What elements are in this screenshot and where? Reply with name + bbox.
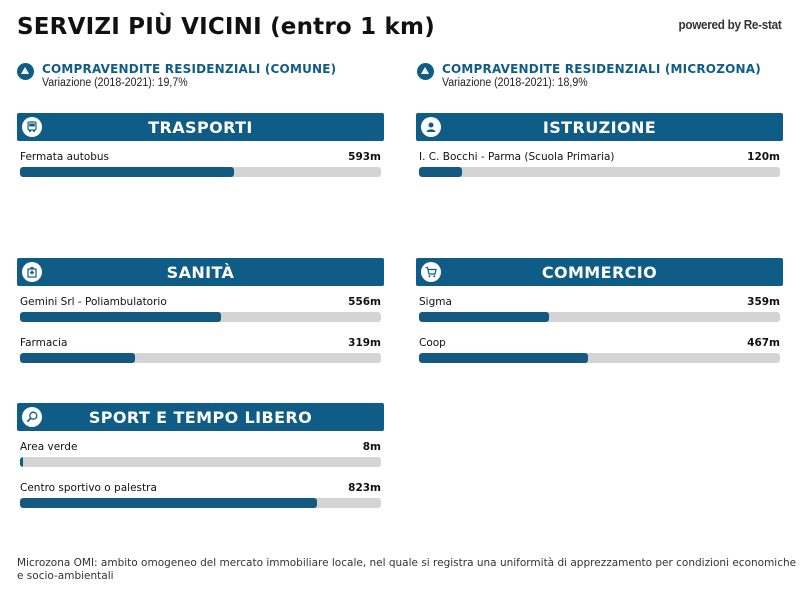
list-item bbox=[416, 335, 783, 363]
list-item bbox=[17, 294, 384, 322]
item-name: Centro sportivo o palestra bbox=[20, 482, 157, 494]
item-distance: 556m bbox=[348, 296, 381, 308]
distance-bar bbox=[419, 353, 780, 363]
stat-variation: Variazione (2018-2021): 18,9% bbox=[442, 77, 588, 89]
distance-bar-fill bbox=[419, 312, 549, 322]
triangle-up-icon bbox=[417, 63, 434, 80]
list-item bbox=[416, 294, 783, 322]
item-distance: 823m bbox=[348, 482, 381, 494]
item-name: Coop bbox=[419, 337, 446, 349]
stat-microzona bbox=[417, 62, 761, 89]
list-item bbox=[17, 439, 384, 467]
panel-header bbox=[416, 258, 783, 286]
list-item bbox=[17, 480, 384, 508]
panel-title: SANITÀ bbox=[166, 262, 235, 282]
shopping-cart-icon bbox=[421, 262, 441, 282]
panel-header bbox=[17, 403, 384, 431]
page-title: SERVIZI PIÙ VICINI (entro 1 km) bbox=[17, 14, 435, 40]
distance-bar-fill bbox=[20, 498, 317, 508]
panel-istruzione bbox=[416, 113, 783, 177]
list-item bbox=[17, 149, 384, 177]
item-distance: 593m bbox=[348, 151, 381, 163]
stat-title: COMPRAVENDITE RESIDENZIALI (COMUNE) bbox=[42, 62, 337, 76]
distance-bar bbox=[20, 312, 381, 322]
item-name: Fermata autobus bbox=[20, 151, 110, 163]
distance-bar bbox=[419, 167, 780, 177]
stat-title: COMPRAVENDITE RESIDENZIALI (MICROZONA) bbox=[442, 62, 761, 76]
panel-sanita bbox=[17, 258, 384, 363]
distance-bar-fill bbox=[20, 353, 135, 363]
item-name: Sigma bbox=[419, 296, 452, 308]
stat-variation: Variazione (2018-2021): 19,7% bbox=[42, 77, 188, 89]
panel-trasporti bbox=[17, 113, 384, 177]
panel-sport bbox=[17, 403, 384, 508]
distance-bar-fill bbox=[20, 167, 234, 177]
panel-commercio bbox=[416, 258, 783, 363]
panel-header bbox=[17, 113, 384, 141]
distance-bar-fill bbox=[419, 353, 588, 363]
item-name: I. C. Bocchi - Parma (Scuola Primaria) bbox=[419, 151, 615, 163]
distance-bar bbox=[20, 353, 381, 363]
distance-bar bbox=[20, 457, 381, 467]
list-item bbox=[416, 149, 783, 177]
student-icon bbox=[421, 117, 441, 137]
distance-bar bbox=[20, 167, 381, 177]
item-name: Farmacia bbox=[20, 337, 68, 349]
panel-header bbox=[17, 258, 384, 286]
distance-bar-fill bbox=[20, 312, 221, 322]
triangle-up-icon bbox=[17, 63, 34, 80]
item-distance: 319m bbox=[348, 337, 381, 349]
panel-title: TRASPORTI bbox=[148, 117, 253, 137]
item-distance: 467m bbox=[747, 337, 780, 349]
item-distance: 359m bbox=[747, 296, 780, 308]
panel-title: COMMERCIO bbox=[541, 262, 658, 282]
item-distance: 8m bbox=[362, 441, 381, 453]
hospital-icon bbox=[22, 262, 42, 282]
panel-header bbox=[416, 113, 783, 141]
powered-by-label: powered by Re-stat bbox=[678, 17, 782, 32]
stat-comune bbox=[17, 62, 336, 89]
distance-bar-fill bbox=[419, 167, 462, 177]
panel-title: SPORT E TEMPO LIBERO bbox=[88, 407, 313, 427]
footnote: Microzona OMI: ambito omogeneo del mercato immobiliare locale, nel quale si registra una uniformità di apprezzamento per condizioni economiche e socio-ambientali bbox=[17, 557, 797, 582]
item-name: Gemini Srl - Poliambulatorio bbox=[20, 296, 167, 308]
tennis-racket-icon bbox=[22, 407, 42, 427]
distance-bar bbox=[419, 312, 780, 322]
list-item bbox=[17, 335, 384, 363]
item-distance: 120m bbox=[747, 151, 780, 163]
bus-icon bbox=[22, 117, 42, 137]
panel-title: ISTRUZIONE bbox=[542, 117, 657, 137]
distance-bar bbox=[20, 498, 381, 508]
item-name: Area verde bbox=[20, 441, 78, 453]
distance-bar-fill bbox=[20, 457, 23, 467]
